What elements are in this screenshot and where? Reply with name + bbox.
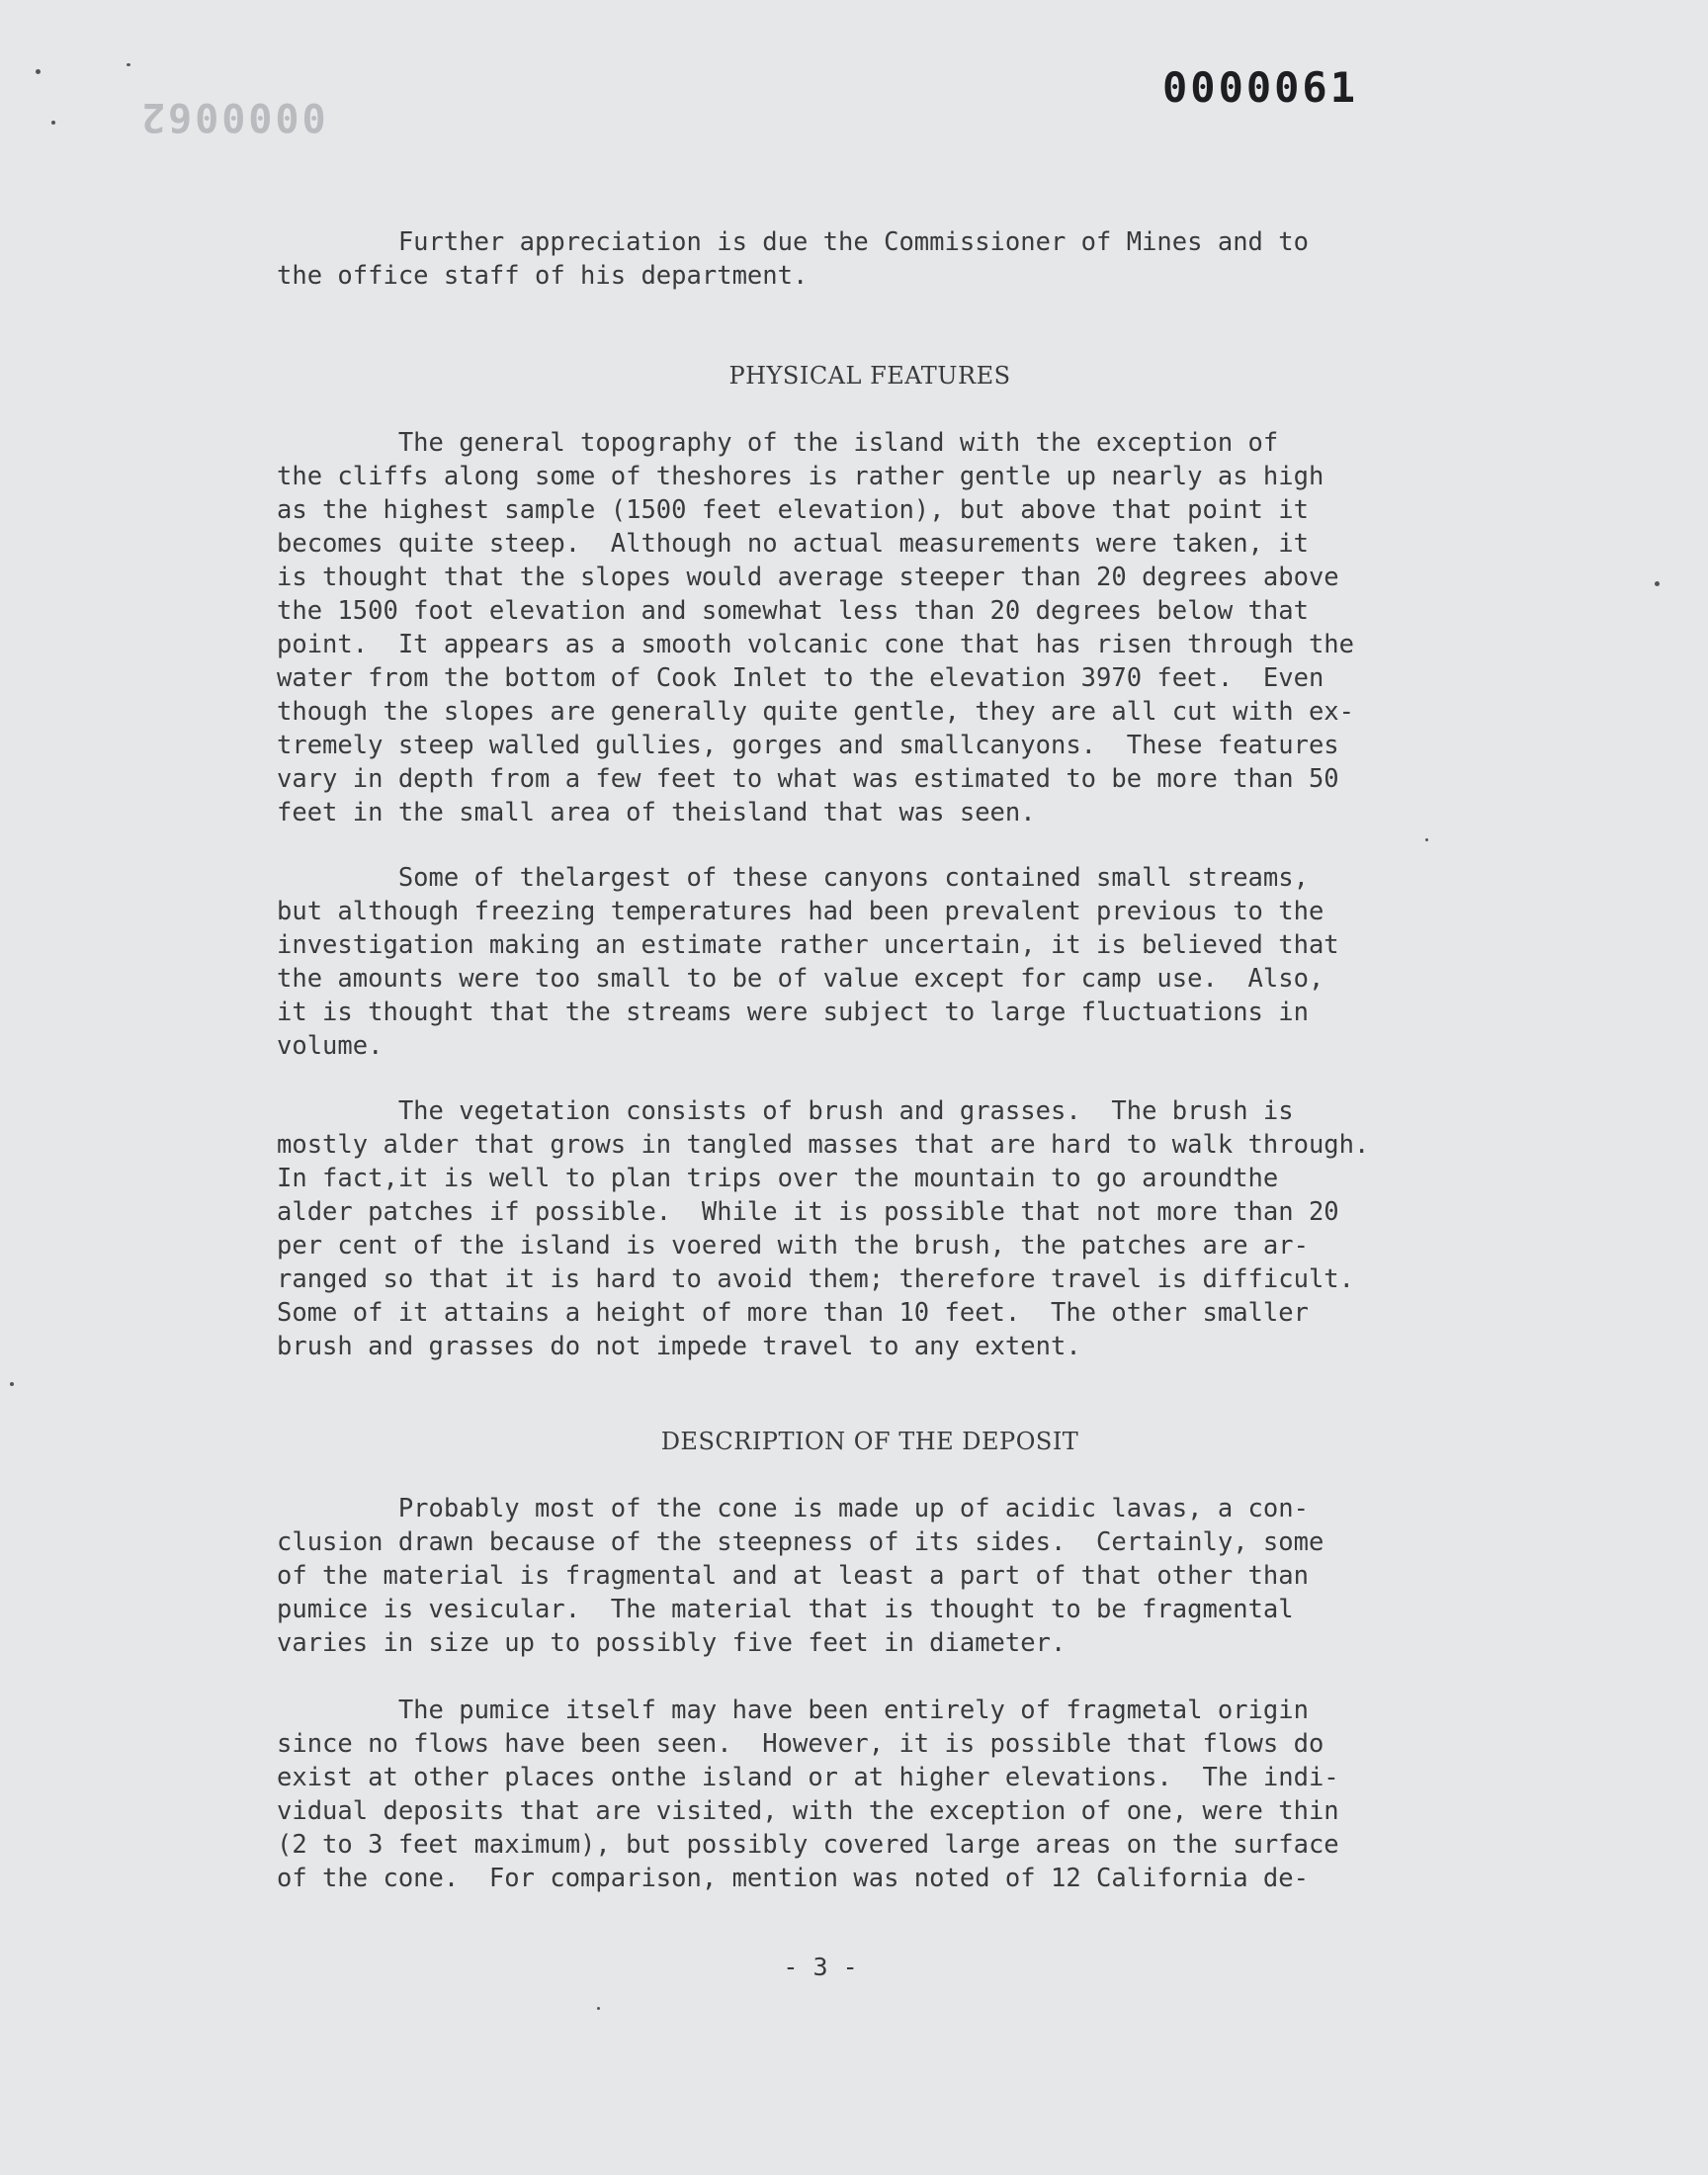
scan-speck (1425, 838, 1428, 841)
scan-speck (597, 2007, 600, 2010)
document-number-stamp: 0000061 (1162, 63, 1359, 112)
paragraph-intro: Further appreciation is due the Commissioner of Mines and to the office staff of his department. (277, 227, 1309, 291)
heading-description-of-deposit: DESCRIPTION OF THE DEPOSIT (660, 1428, 1079, 1455)
paragraph-streams: Some of thelargest of these canyons contained small streams, but although freezing temperatures had been prevalent previous to the investigation making an estimate rather uncertain, it is believed that the amounts were too small to be of value except for camp use. Also, it is thought that the streams were subject to large fluctuations in volume. (277, 863, 1339, 1061)
paragraph-cone: Probably most of the cone is made up of acidic lavas, a con- clusion drawn because of the steepness of its sides. Certainly, some of the material is fragmental and at least a part of that other than pumice is vesicular. The material that is thought to be fragmental varies in size up to possibly five feet in diameter. (277, 1494, 1324, 1658)
paragraph-pumice: The pumice itself may have been entirely of fragmetal origin since no flows have been seen. However, it is possible that flows do exist at other places onthe island or at higher elevations. The indi- vidual deposits that are visited, with the exception of one, were thin (2 to 3 feet maximum), but possibly covered large areas on the surface of the cone. For comparison, mention was noted of 12 California de- (277, 1696, 1339, 1893)
scan-speck (127, 63, 130, 66)
scan-speck (36, 69, 41, 74)
page-number: - 3 - (783, 1953, 858, 1981)
scan-speck (10, 1382, 14, 1386)
heading-physical-features: PHYSICAL FEATURES (728, 362, 1011, 390)
scan-speck (51, 121, 55, 125)
scan-speck (1655, 581, 1660, 586)
paragraph-vegetation: The vegetation consists of brush and grasses. The brush is mostly alder that grows in tangled masses that are hard to walk through. In fact,it is well to plan trips over the mountain to go aroundthe alder patches if possible. While it is possible that not more than 20 per cent of the island is voered with the brush, the patches are ar- ranged so that it is hard to avoid them; therefore travel is difficult. Some of it attains a height of more than 10 feet. The other smaller brush and grasses do not impede travel to any extent. (277, 1096, 1370, 1361)
paragraph-topography: The general topography of the island with the exception of the cliffs along some of theshores is rather gentle up nearly as high as the highest sample (1500 feet elevation), but above that point it becomes quite steep. Although no actual measurements were taken, it is thought that the slopes would average steeper than 20 degrees above the 1500 foot elevation and somewhat less than 20 degrees below that point. It appears as a smooth volcanic cone that has risen through the water from the bottom of Cook Inlet to the elevation 3970 feet. Even though the slopes are generally quite gentle, they are all cut with ex- tremely steep walled gullies, gorges and smallcanyons. These features vary in depth from a few feet to what was estimated to be more than 50 feet in the small area of theisland that was seen. (277, 428, 1355, 827)
faded-page-stamp: 0000062 (138, 94, 326, 139)
